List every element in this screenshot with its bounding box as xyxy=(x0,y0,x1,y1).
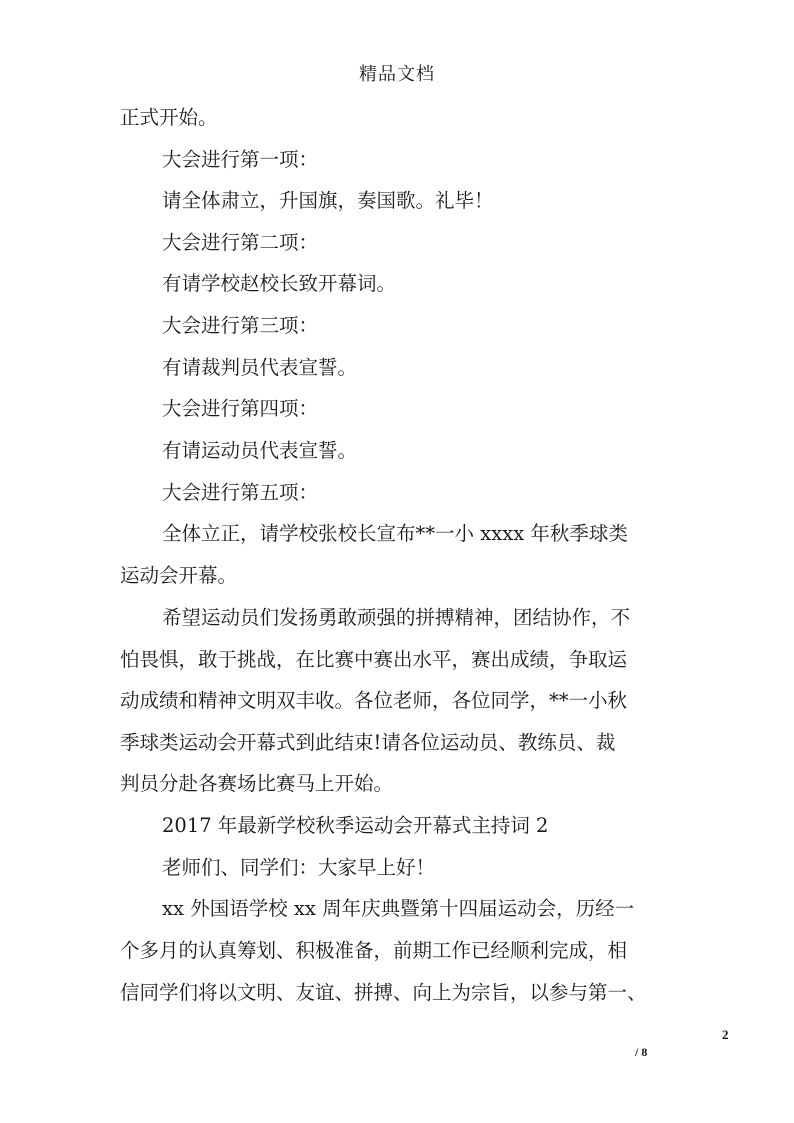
text-line: 个多月的认真筹划、积极准备，前期工作已经顺利完成，相 xyxy=(120,939,628,962)
text-line: 有请运动员代表宣誓。 xyxy=(162,439,358,462)
text-line: 动成绩和精神文明双丰收。各位老师，各位同学，**一小秋 xyxy=(120,689,628,712)
text-line: 正式开始。 xyxy=(120,106,218,129)
text-line: 季球类运动会开幕式到此结束!请各位运动员、教练员、裁 xyxy=(120,731,616,754)
text-line: 大会进行第五项： xyxy=(162,481,319,504)
page-header: 精品文档 xyxy=(359,64,435,85)
text-line: xx 外国语学校 xx 周年庆典暨第十四届运动会，历经一 xyxy=(162,897,635,920)
text-line: 请全体肃立，升国旗，奏国歌。礼毕！ xyxy=(162,189,494,212)
text-line: 2017 年最新学校秋季运动会开幕式主持词 2 xyxy=(162,814,549,837)
text-line: 有请学校赵校长致开幕词。 xyxy=(162,272,397,295)
page-number: 2 xyxy=(722,1027,729,1042)
text-line: 有请裁判员代表宣誓。 xyxy=(162,356,358,379)
text-line: 老师们、同学们：大家早上好！ xyxy=(162,856,436,879)
text-line: 大会进行第二项： xyxy=(162,231,319,254)
page-total: / 8 xyxy=(635,1045,648,1059)
text-line: 大会进行第一项： xyxy=(162,148,319,171)
text-line: 大会进行第四项： xyxy=(162,397,319,420)
text-line: 全体立正，请学校张校长宣布**一小 xxxx 年秋季球类 xyxy=(162,522,628,545)
text-line: 运动会开幕。 xyxy=(120,564,238,587)
text-line: 判员分赴各赛场比赛马上开始。 xyxy=(120,772,394,795)
text-line: 希望运动员们发扬勇敢顽强的拼搏精神，团结协作，不 xyxy=(162,606,631,629)
text-line: 大会进行第三项： xyxy=(162,314,319,337)
text-line: 怕畏惧，敢于挑战，在比赛中赛出水平，赛出成绩，争取运 xyxy=(120,648,628,671)
text-line: 信同学们将以文明、友谊、拼搏、向上为宗旨，以参与第一、 xyxy=(120,981,647,1004)
